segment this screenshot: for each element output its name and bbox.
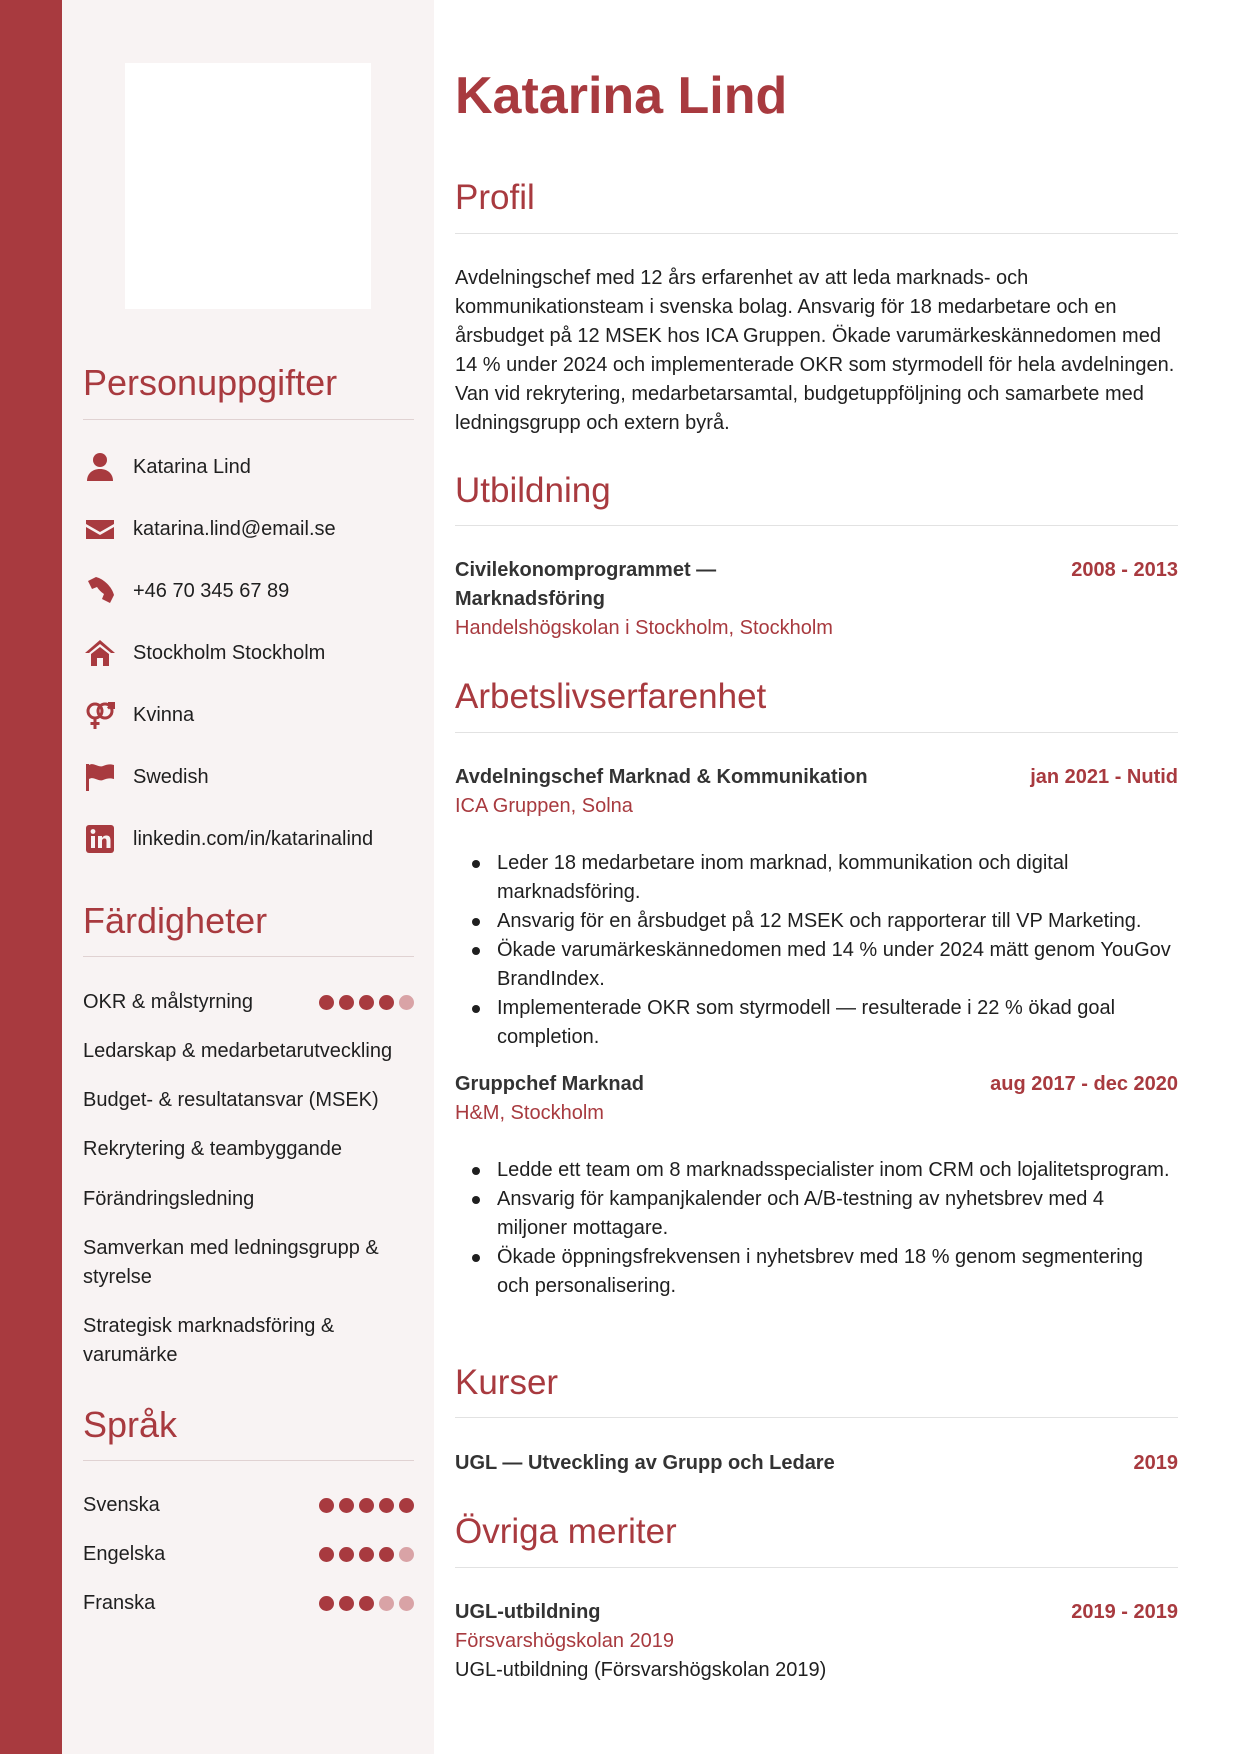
contact-address: Stockholm Stockholm [83,633,423,673]
rating-dot [399,1498,414,1513]
skill-rating [319,995,414,1010]
rating-dot [379,1596,394,1611]
rating-dot [339,1498,354,1513]
merit-dates: 2019 - 2019 [1071,1601,1178,1623]
skill-item: Strategisk marknadsföring & varumärke [83,1315,335,1366]
personal-info-heading: Personuppgifter [83,362,338,403]
rating-dot [359,1547,374,1562]
job-title: Avdelningschef Marknad & Kommunikation [455,766,868,788]
divider [455,732,1178,733]
candidate-name: Katarina Lind [455,67,788,125]
divider [455,525,1178,526]
linkedin-icon [83,822,117,856]
contact-name: Katarina Lind [83,447,423,487]
education-heading: Utbildning [455,471,611,510]
merit-title: UGL-utbildning [455,1601,601,1623]
language-item: Engelska [83,1540,414,1569]
divider [83,419,414,420]
contact-gender: Kvinna [83,695,423,735]
experience-heading: Arbetslivserfarenhet [455,677,767,716]
languages-heading: Språk [83,1404,178,1445]
profile-text: Avdelningschef med 12 års erfarenhet av att leda marknads- och kommunikationsteam i svenska bolag. Ansvarig för 18 medarbetare och en årsbudget på 12 MSEK hos ICA Gruppen. Ökade varumärkeskännedomen med 14 % under 2024 och implementerade OKR som styrmodell för hela avdelningen. Van vid rekrytering, medarbetarsamtal, budgetuppföljning och samarbete med ledningsgrupp och extern byrå. [455,267,1175,434]
list-item: Ökade varumärkeskännedomen med 14 % under 2024 mätt genom YouGov BrandIndex. [497,936,1177,994]
gender-icon [83,698,117,732]
rating-dot [399,1547,414,1562]
list-item: Leder 18 medarbetare inom marknad, kommunikation och digital marknadsföring. [497,849,1177,907]
rating-dot [319,1596,334,1611]
skill-item: Ledarskap & medarbetarutveckling [83,1040,393,1062]
job-dates: jan 2021 - Nutid [1030,766,1178,788]
rating-dot [339,1547,354,1562]
contact-phone[interactable]: +46 70 345 67 89 [83,571,423,611]
education-title: Civilekonomprogrammet — Marknadsföring [455,559,717,610]
list-item: Implementerade OKR som styrmodell — resulterade i 22 % ökad goal completion. [497,994,1177,1052]
skill-item: Förändringsledning [83,1188,255,1210]
list-item: Ansvarig för kampanjkalender och A/B-testning av nyhetsbrev med 4 miljoner mottagare. [497,1185,1177,1243]
rating-dot [359,1498,374,1513]
contact-nationality: Swedish [83,757,423,797]
rating-dot [339,995,354,1010]
language-item: Svenska [83,1491,414,1520]
skill-item: Rekrytering & teambyggande [83,1138,343,1160]
rating-dot [399,995,414,1010]
skill-item: OKR & målstyrning [83,988,414,1017]
job-bullets [497,849,1177,1052]
divider [83,1460,414,1461]
language-rating [319,1547,414,1562]
education-dates: 2008 - 2013 [1071,559,1178,581]
job-company: ICA Gruppen, Solna [455,795,633,817]
rating-dot [379,1547,394,1562]
list-item: Ansvarig för en årsbudget på 12 MSEK och rapporterar till VP Marketing. [497,907,1177,936]
rating-dot [319,1498,334,1513]
divider [83,956,414,957]
skill-item: Budget- & resultatansvar (MSEK) [83,1089,379,1111]
job-company: H&M, Stockholm [455,1102,604,1124]
person-icon [83,450,117,484]
rating-dot [379,995,394,1010]
accent-stripe [0,0,62,1754]
contact-linkedin[interactable]: linkedin.com/in/katarinalind [83,819,423,859]
course-title: UGL — Utveckling av Grupp och Ledare [455,1452,835,1474]
merits-heading: Övriga meriter [455,1512,677,1551]
merit-description: UGL-utbildning (Försvarshögskolan 2019) [455,1659,827,1681]
skills-heading: Färdigheter [83,900,268,941]
rating-dot [359,995,374,1010]
rating-dot [379,1498,394,1513]
job-dates: aug 2017 - dec 2020 [990,1073,1178,1095]
list-item: Ledde ett team om 8 marknadsspecialister inom CRM och lojalitetsprogram. [497,1156,1177,1185]
merit-org: Försvarshögskolan 2019 [455,1630,675,1652]
home-icon [83,636,117,670]
rating-dot [339,1596,354,1611]
divider [455,1417,1178,1418]
course-dates: 2019 [1133,1452,1178,1474]
divider [455,233,1178,234]
job-title: Gruppchef Marknad [455,1073,644,1095]
list-item: Ökade öppningsfrekvensen i nyhetsbrev med 18 % genom segmentering och personalisering. [497,1243,1177,1301]
language-rating [319,1596,414,1611]
rating-dot [399,1596,414,1611]
flag-icon [83,760,117,794]
envelope-icon [83,512,117,546]
language-item: Franska [83,1589,414,1618]
profile-heading: Profil [455,178,535,217]
profile-photo-placeholder [125,63,371,309]
divider [455,1567,1178,1568]
rating-dot [319,995,334,1010]
rating-dot [359,1596,374,1611]
language-rating [319,1498,414,1513]
job-bullets [497,1156,1177,1301]
contact-email[interactable]: katarina.lind@email.se [83,509,423,549]
education-school: Handelshögskolan i Stockholm, Stockholm [455,617,833,639]
courses-heading: Kurser [455,1363,559,1402]
rating-dot [319,1547,334,1562]
phone-icon [83,574,117,608]
skill-item: Samverkan med ledningsgrupp & styrelse [83,1237,379,1288]
